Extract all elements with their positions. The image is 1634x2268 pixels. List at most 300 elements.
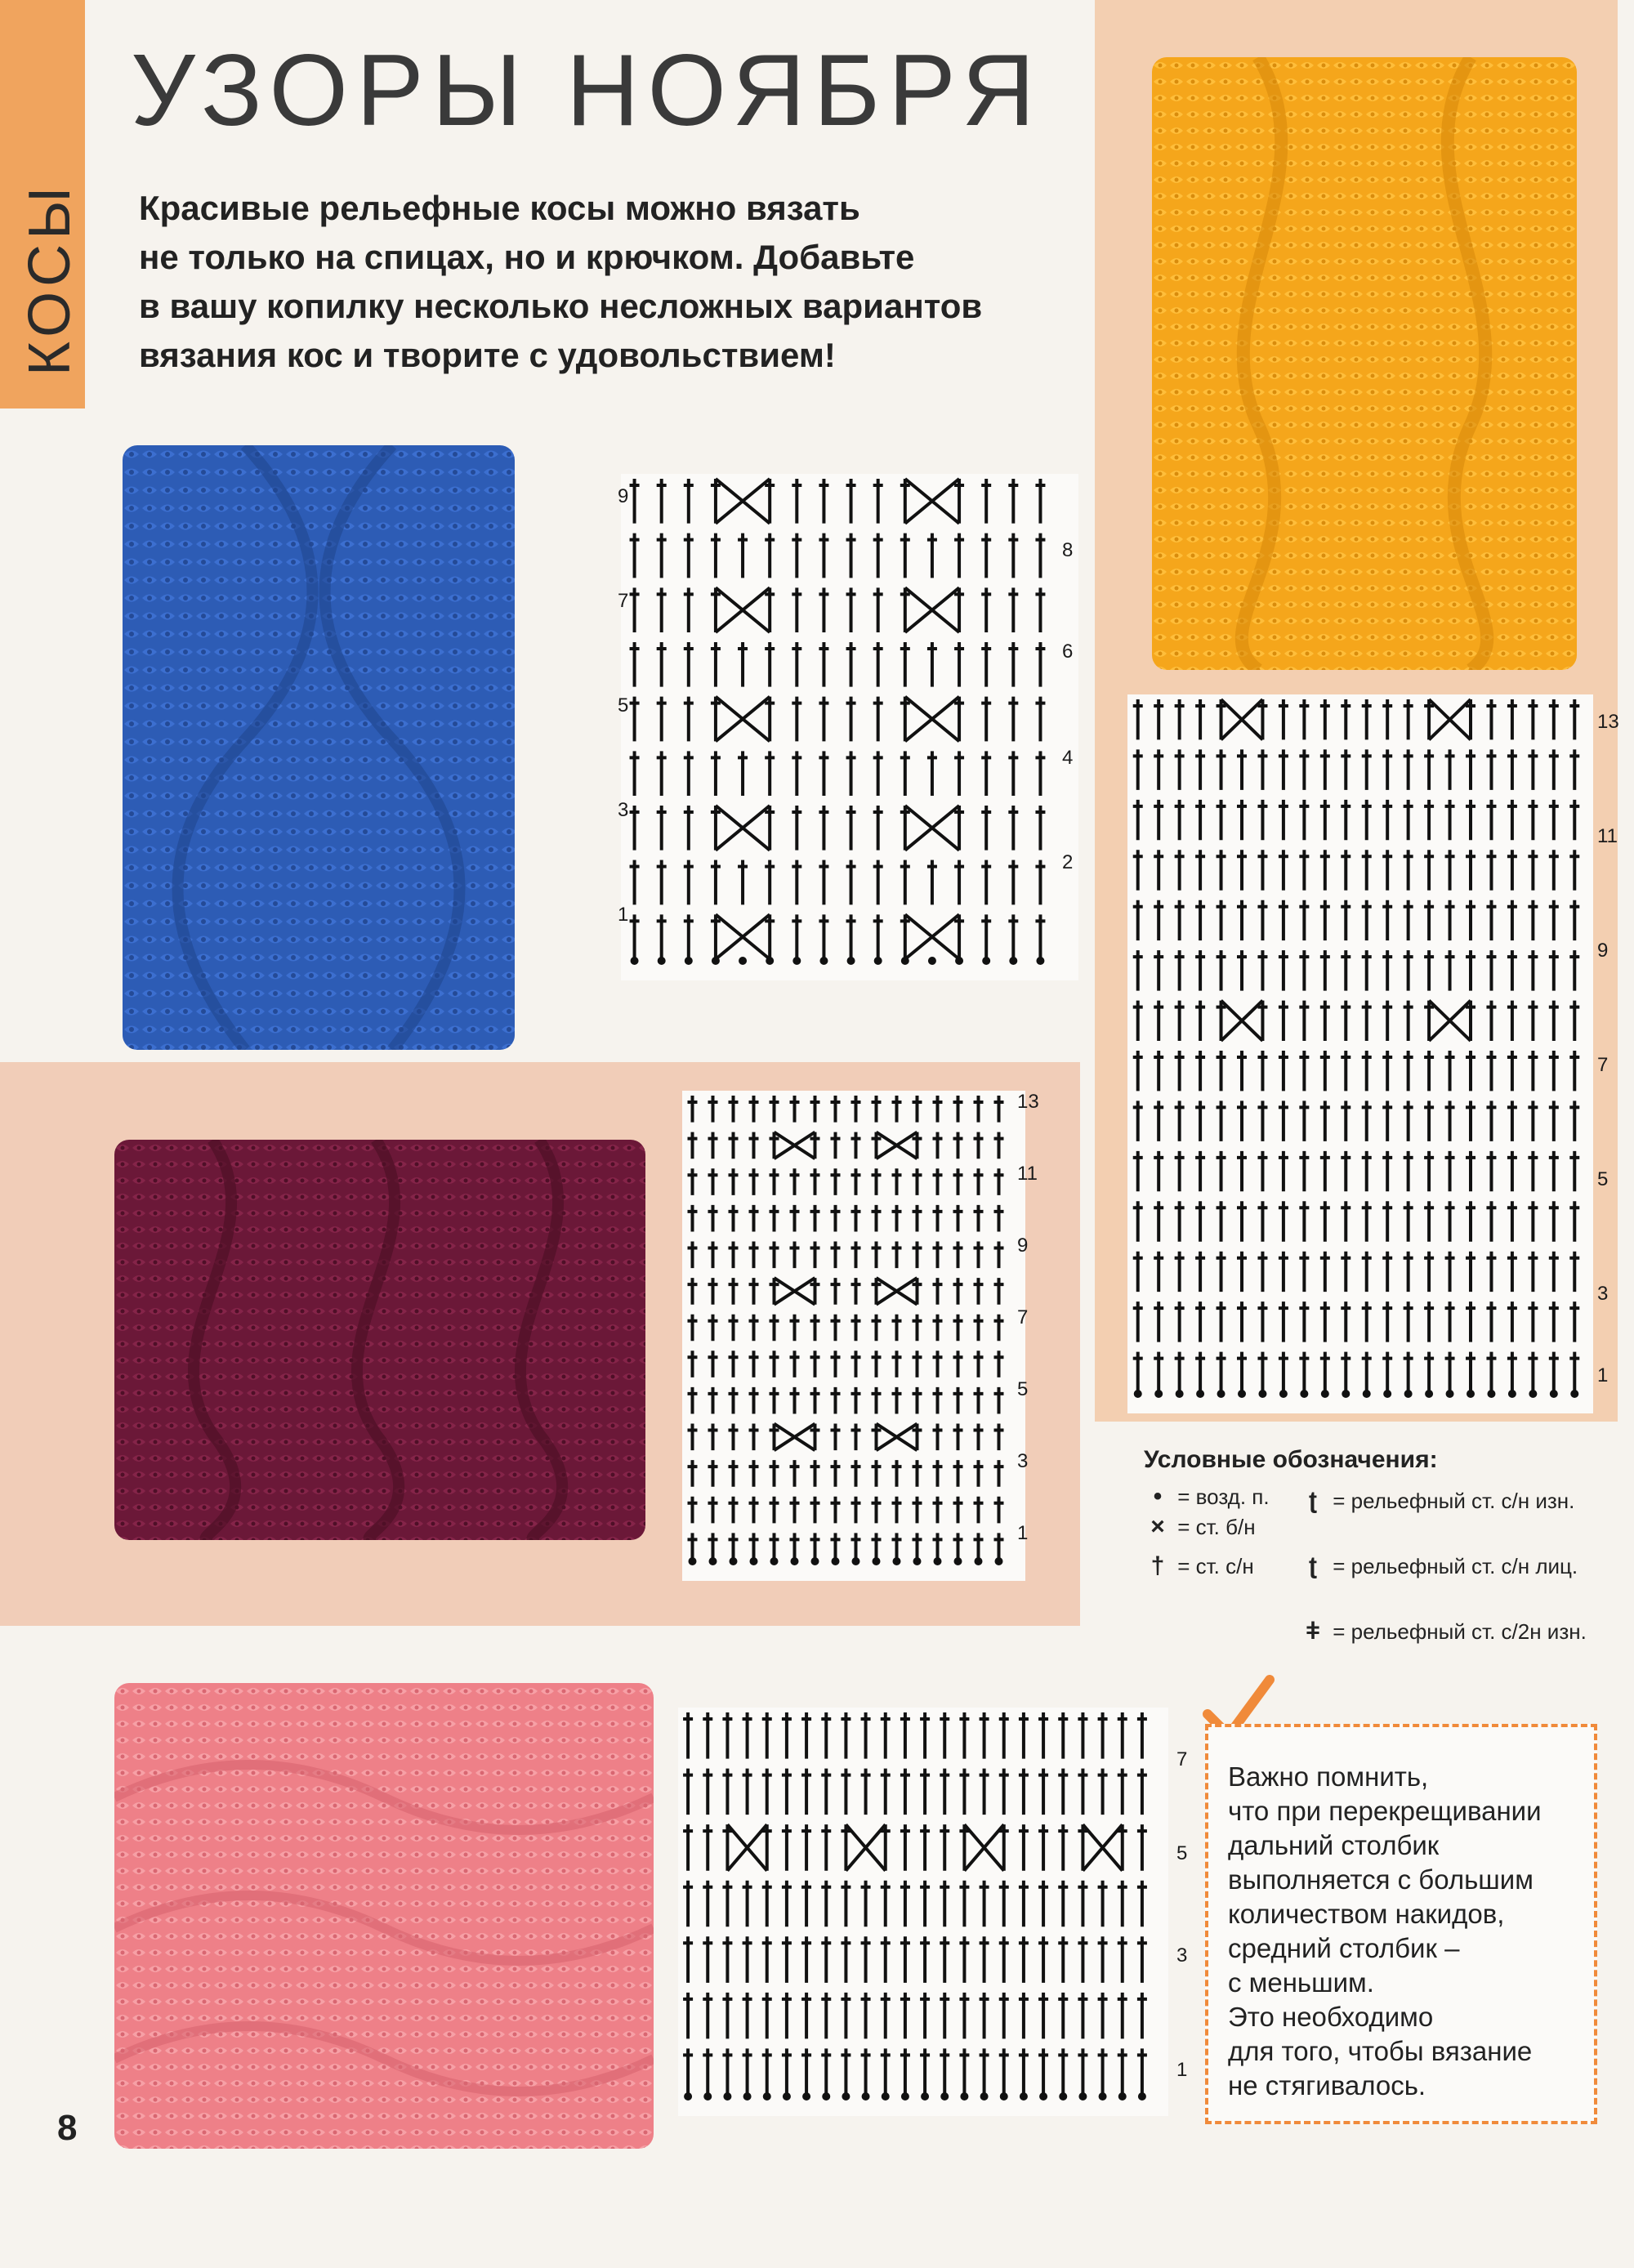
stitch-mark	[1058, 1824, 1068, 1871]
stitch-mark	[994, 1424, 1004, 1451]
stitch-mark	[846, 534, 856, 578]
stitch-mark	[846, 587, 856, 632]
stitch-mark	[1549, 800, 1559, 840]
stitch-mark	[790, 1497, 800, 1524]
stitch-mark	[953, 1497, 963, 1524]
stitch-mark	[881, 1881, 891, 1927]
stitch-mark	[1299, 950, 1309, 990]
stitch-mark	[1078, 1769, 1087, 1815]
stitch-mark	[770, 1205, 779, 1232]
stitch-mark	[1486, 1252, 1496, 1292]
stitch-mark	[1466, 900, 1476, 940]
stitch-mark	[1382, 950, 1392, 990]
stitch-mark	[801, 1881, 811, 1927]
cable-cross-mark	[727, 1824, 766, 1871]
stitch-mark	[1175, 699, 1185, 739]
stitch-mark	[1569, 1001, 1579, 1041]
stitch-mark	[1382, 1001, 1392, 1041]
stitch-mark	[1528, 699, 1538, 739]
stitch-mark	[1362, 900, 1372, 940]
stitch-mark	[1549, 749, 1559, 789]
stitch-mark	[657, 751, 667, 796]
stitch-mark	[688, 1533, 698, 1560]
chain-dot	[752, 1559, 757, 1564]
stitch-mark	[711, 587, 721, 632]
stitch-mark	[1019, 1824, 1029, 1871]
stitch-mark	[1118, 1936, 1127, 1983]
stitch-mark	[1118, 1712, 1127, 1759]
cable-cross-mark	[905, 914, 959, 959]
legend-item	[1299, 1618, 1587, 1645]
legend-item	[1299, 1487, 1574, 1515]
stitch-mark	[1507, 900, 1517, 940]
stitch-mark	[851, 1205, 861, 1232]
stitch-mark	[981, 587, 991, 632]
stitch-mark	[900, 1936, 910, 1983]
stitch-mark	[851, 1168, 861, 1195]
chain-dot	[997, 1559, 1002, 1564]
stitch-mark	[851, 1241, 861, 1268]
stitch-mark	[1137, 1712, 1147, 1759]
stitch-mark	[810, 1205, 820, 1232]
stitch-mark	[1404, 1051, 1413, 1091]
stitch-mark	[1154, 1252, 1163, 1292]
tip-line: с меньшим.	[1228, 1967, 1374, 1998]
burgundy-swatch-photo	[114, 1140, 645, 1540]
chain-dot	[1260, 1391, 1265, 1396]
stitch-mark	[1549, 1001, 1559, 1041]
chain-dot	[1038, 958, 1042, 963]
stitch-mark	[821, 1881, 831, 1927]
stitch-mark	[994, 1241, 1004, 1268]
stitch-mark	[933, 1497, 943, 1524]
stitch-mark	[1299, 850, 1309, 890]
stitch-mark	[1445, 1301, 1455, 1342]
stitch-mark	[1175, 1101, 1185, 1141]
stitch-mark	[1382, 1201, 1392, 1241]
stitch-mark	[940, 1769, 949, 1815]
stitch-mark	[684, 751, 694, 796]
stitch-mark	[743, 2048, 752, 2095]
stitch-mark	[722, 1769, 732, 1815]
stitch-mark	[1279, 749, 1288, 789]
stitch-mark	[933, 1460, 943, 1487]
stitch-mark	[1078, 1881, 1087, 1927]
chain-dot	[1177, 1391, 1182, 1396]
stitch-mark	[940, 1993, 949, 2039]
stitch-mark	[1237, 1151, 1247, 1191]
stitch-mark	[974, 1205, 984, 1232]
stitch-mark	[1507, 800, 1517, 840]
yellow-swatch-photo	[1152, 57, 1577, 670]
stitch-mark	[1279, 699, 1288, 739]
stitch-mark	[913, 1241, 922, 1268]
stitch-mark	[974, 1387, 984, 1414]
stitch-mark	[1237, 800, 1247, 840]
stitch-mark	[1341, 699, 1351, 739]
stitch-mark	[1299, 749, 1309, 789]
chain-dot	[883, 2094, 888, 2099]
stitch-mark	[841, 1936, 850, 1983]
stitch-mark	[770, 1497, 779, 1524]
stitch-mark	[1382, 1252, 1392, 1292]
stitch-mark	[1424, 1352, 1434, 1392]
stitch-mark	[920, 1824, 930, 1871]
chain-dot	[976, 1559, 981, 1564]
stitch-mark	[974, 1132, 984, 1159]
stitch-mark	[954, 751, 964, 796]
stitch-mark	[1528, 1051, 1538, 1091]
stitch-mark	[841, 2048, 850, 2095]
stitch-mark	[892, 1241, 902, 1268]
stitch-mark	[1445, 950, 1455, 990]
stitch-mark	[765, 534, 775, 578]
stitch-mark	[1382, 900, 1392, 940]
stitch-mark	[1133, 1001, 1143, 1041]
stitch-mark	[1195, 850, 1205, 890]
stitch-mark	[821, 2048, 831, 2095]
stitch-mark	[846, 914, 856, 959]
stitch-mark	[846, 697, 856, 742]
stitch-mark	[1486, 800, 1496, 840]
stitch-mark	[738, 642, 748, 687]
stitch-mark	[861, 1936, 871, 1983]
stitch-mark	[765, 587, 775, 632]
chain-dot	[792, 1559, 797, 1564]
stitch-mark	[810, 1315, 820, 1342]
stitch-mark	[657, 806, 667, 850]
stitch-mark	[749, 1168, 759, 1195]
stitch-mark	[684, 806, 694, 850]
chain-dot	[854, 1559, 859, 1564]
stitch-mark	[1424, 699, 1434, 739]
stitch-mark	[1569, 1101, 1579, 1141]
chain-dot	[824, 2094, 828, 2099]
stitch-mark	[994, 1168, 1004, 1195]
chain-dot	[930, 958, 935, 963]
stitch-mark	[1257, 1051, 1267, 1091]
legend-text: = рельефный ст. с/2н изн.	[1333, 1619, 1587, 1644]
stitch-mark	[1299, 900, 1309, 940]
stitch-mark	[1320, 1001, 1330, 1041]
stitch-mark	[994, 1351, 1004, 1377]
cable-cross-mark	[877, 1132, 917, 1159]
stitch-mark	[1445, 1151, 1455, 1191]
stitch-mark	[1279, 1252, 1288, 1292]
tip-line: выполняется с большим	[1228, 1864, 1534, 1895]
stitch-mark	[872, 1205, 882, 1232]
legend-text: = ст. с/н	[1177, 1554, 1254, 1578]
stitch-mark	[841, 1712, 850, 1759]
stitch-mark	[1299, 1101, 1309, 1141]
stitch-mark	[819, 534, 828, 578]
stitch-mark	[980, 1712, 989, 1759]
stitch-mark	[900, 697, 910, 742]
tip-line: не стягивалось.	[1228, 2070, 1426, 2101]
cable-cross-mark	[775, 1132, 815, 1159]
stitch-mark	[688, 1460, 698, 1487]
stitch-mark	[1237, 749, 1247, 789]
stitch-mark	[1154, 1352, 1163, 1392]
stitch-mark	[801, 1993, 811, 2039]
stitch-mark	[782, 1993, 792, 2039]
chain-dot	[957, 958, 962, 963]
stitch-mark	[1237, 1252, 1247, 1292]
stitch-mark	[1569, 1201, 1579, 1241]
stitch-mark	[630, 860, 640, 905]
stitch-mark	[688, 1241, 698, 1268]
stitch-mark	[1362, 1101, 1372, 1141]
stitch-mark	[892, 1315, 902, 1342]
stitch-mark	[1486, 1101, 1496, 1141]
chain-dot	[1468, 1391, 1473, 1396]
stitch-mark	[1279, 1201, 1288, 1241]
stitch-mark	[743, 1936, 752, 1983]
stitch-mark	[1362, 950, 1372, 990]
stitch-mark	[1507, 1352, 1517, 1392]
stitch-mark	[708, 1533, 718, 1560]
stitch-mark	[1019, 1712, 1029, 1759]
stitch-mark	[892, 1168, 902, 1195]
stitch-mark	[1217, 699, 1226, 739]
stitch-mark	[1404, 1352, 1413, 1392]
stitch-mark	[819, 860, 828, 905]
stitch-mark	[1362, 850, 1372, 890]
stitch-mark	[920, 1769, 930, 1815]
chain-dot	[833, 1559, 838, 1564]
stitch-mark	[1569, 1301, 1579, 1342]
stitch-mark	[974, 1460, 984, 1487]
stitch-mark	[872, 1241, 882, 1268]
stitch-mark	[1549, 950, 1559, 990]
intro-line: Красивые рельефные косы можно вязать	[139, 189, 860, 227]
tip-line: количеством накидов,	[1228, 1899, 1505, 1929]
stitch-mark	[1154, 1001, 1163, 1041]
chain-dot	[864, 2094, 868, 2099]
section-label: КОСЫ	[17, 182, 83, 376]
chain-dot	[659, 958, 664, 963]
stitch-mark	[1528, 850, 1538, 890]
stitch-mark	[900, 860, 910, 905]
stitch-mark	[954, 860, 964, 905]
stitch-mark	[1279, 1101, 1288, 1141]
stitch-mark	[1404, 1001, 1413, 1041]
stitch-mark	[1217, 950, 1226, 990]
stitch-mark	[933, 1424, 943, 1451]
stitch-mark	[846, 751, 856, 796]
chain-dot	[731, 1559, 736, 1564]
stitch-mark	[1404, 749, 1413, 789]
stitch-mark	[953, 1132, 963, 1159]
stitch-mark	[1118, 1769, 1127, 1815]
front-post-dc-icon: ʈ	[1309, 1552, 1317, 1579]
stitch-mark	[1008, 642, 1018, 687]
chain-dot	[685, 2094, 690, 2099]
tip-line: дальний столбик	[1228, 1830, 1440, 1860]
stitch-mark	[1058, 1712, 1068, 1759]
stitch-mark	[831, 1351, 841, 1377]
stitch-mark	[1035, 914, 1045, 959]
stitch-mark	[851, 1533, 861, 1560]
stitch-mark	[765, 697, 775, 742]
stitch-mark	[980, 1993, 989, 2039]
stitch-mark	[1118, 1881, 1127, 1927]
stitch-mark	[1237, 1352, 1247, 1392]
stitch-mark	[920, 1936, 930, 1983]
stitch-mark	[1133, 699, 1143, 739]
stitch-mark	[851, 1497, 861, 1524]
stitch-mark	[1445, 1051, 1455, 1091]
legend-item	[1144, 1513, 1256, 1541]
stitch-mark	[974, 1278, 984, 1305]
stitch-mark	[1549, 1151, 1559, 1191]
stitch-mark	[1154, 1301, 1163, 1342]
stitch-mark	[1362, 1301, 1372, 1342]
chain-dot	[711, 1559, 716, 1564]
chain-dot	[1080, 2094, 1085, 2099]
stitch-mark	[846, 860, 856, 905]
single-crochet-icon: ×	[1150, 1513, 1165, 1540]
stitch-mark	[792, 751, 801, 796]
stitch-mark	[711, 534, 721, 578]
row-number: 5	[1176, 1842, 1188, 1864]
stitch-mark	[630, 697, 640, 742]
stitch-mark	[1549, 1301, 1559, 1342]
tip-line: Важно помнить,	[1228, 1761, 1429, 1792]
stitch-mark	[1299, 699, 1309, 739]
stitch-mark	[708, 1132, 718, 1159]
stitch-mark	[790, 1205, 800, 1232]
stitch-mark	[630, 642, 640, 687]
stitch-mark	[657, 479, 667, 524]
chain-dot	[1219, 1391, 1224, 1396]
stitch-mark	[920, 1993, 930, 2039]
stitch-mark	[1154, 749, 1163, 789]
stitch-mark	[743, 1769, 752, 1815]
stitch-mark	[1507, 1252, 1517, 1292]
stitch-mark	[1549, 699, 1559, 739]
chain-dot	[632, 958, 637, 963]
stitch-mark	[1341, 1352, 1351, 1392]
legend-text: = рельефный ст. с/н лиц.	[1333, 1554, 1578, 1578]
stitch-mark	[974, 1168, 984, 1195]
stitch-mark	[1195, 1301, 1205, 1342]
stitch-mark	[688, 1168, 698, 1195]
stitch-mark	[630, 751, 640, 796]
stitch-mark	[722, 1936, 732, 1983]
cable-cross-mark	[905, 806, 959, 850]
stitch-mark	[927, 751, 937, 796]
stitch-mark	[749, 1497, 759, 1524]
stitch-mark	[1133, 1252, 1143, 1292]
stitch-mark	[1486, 950, 1496, 990]
chain-dot	[1343, 1391, 1348, 1396]
stitch-mark	[1320, 1352, 1330, 1392]
stitch-mark	[1237, 1301, 1247, 1342]
stitch-mark	[810, 1533, 820, 1560]
blue-swatch-photo	[123, 445, 515, 1050]
stitch-mark	[762, 1824, 772, 1871]
stitch-mark	[792, 860, 801, 905]
row-number: 1	[618, 904, 629, 926]
chain-dot	[1281, 1391, 1286, 1396]
stitch-mark	[1528, 1101, 1538, 1141]
stitch-mark	[729, 1205, 739, 1232]
stitch-mark	[959, 1881, 969, 1927]
stitch-mark	[1133, 1101, 1143, 1141]
stitch-mark	[892, 1497, 902, 1524]
stitch-mark	[749, 1241, 759, 1268]
stitch-mark	[1175, 800, 1185, 840]
stitch-mark	[765, 914, 775, 959]
chain-dot	[922, 2094, 927, 2099]
stitch-mark	[792, 479, 801, 524]
stitch-mark	[703, 1824, 712, 1871]
stitch-mark	[1445, 800, 1455, 840]
stitch-mark	[1195, 1151, 1205, 1191]
stitch-mark	[1217, 1101, 1226, 1141]
stitch-mark	[1078, 1993, 1087, 2039]
stitch-mark	[1466, 1001, 1476, 1041]
stitch-mark	[1299, 1151, 1309, 1191]
stitch-mark	[953, 1241, 963, 1268]
stitch-mark	[974, 1424, 984, 1451]
row-number: 8	[1062, 539, 1074, 561]
stitch-mark	[933, 1132, 943, 1159]
stitch-mark	[900, 479, 910, 524]
chain-dot	[903, 2094, 908, 2099]
stitch-mark	[831, 1241, 841, 1268]
stitch-mark	[782, 1769, 792, 1815]
stitch-mark	[1154, 850, 1163, 890]
stitch-mark	[819, 697, 828, 742]
stitch-mark	[1320, 1101, 1330, 1141]
stitch-mark	[1528, 900, 1538, 940]
stitch-mark	[1008, 751, 1018, 796]
stitch-mark	[1098, 1993, 1108, 2039]
stitch-mark	[1528, 1352, 1538, 1392]
chain-dot	[767, 958, 772, 963]
stitch-mark	[790, 1315, 800, 1342]
stitch-mark	[1299, 1201, 1309, 1241]
stitch-mark	[1038, 1881, 1048, 1927]
chain-dot	[1011, 958, 1016, 963]
stitch-mark	[1299, 1352, 1309, 1392]
stitch-mark	[765, 642, 775, 687]
stitch-mark	[782, 1881, 792, 1927]
stitch-mark	[1528, 1151, 1538, 1191]
stitch-mark	[999, 1881, 1009, 1927]
stitch-mark	[1058, 1769, 1068, 1815]
stitch-mark	[1195, 1101, 1205, 1141]
stitch-mark	[900, 751, 910, 796]
stitch-mark	[1362, 1151, 1372, 1191]
stitch-mark	[1404, 699, 1413, 739]
stitch-mark	[900, 587, 910, 632]
stitch-mark	[1549, 1101, 1559, 1141]
stitch-mark	[1257, 1101, 1267, 1141]
stitch-mark	[819, 751, 828, 796]
stitch-mark	[782, 1936, 792, 1983]
stitch-mark	[1279, 1001, 1288, 1041]
stitch-mark	[729, 1278, 739, 1305]
stitch-mark	[684, 642, 694, 687]
chain-dot	[874, 1559, 879, 1564]
stitch-mark	[1382, 850, 1392, 890]
stitch-mark	[933, 1168, 943, 1195]
stitch-mark	[1341, 1101, 1351, 1141]
stitch-mark	[1569, 699, 1579, 739]
